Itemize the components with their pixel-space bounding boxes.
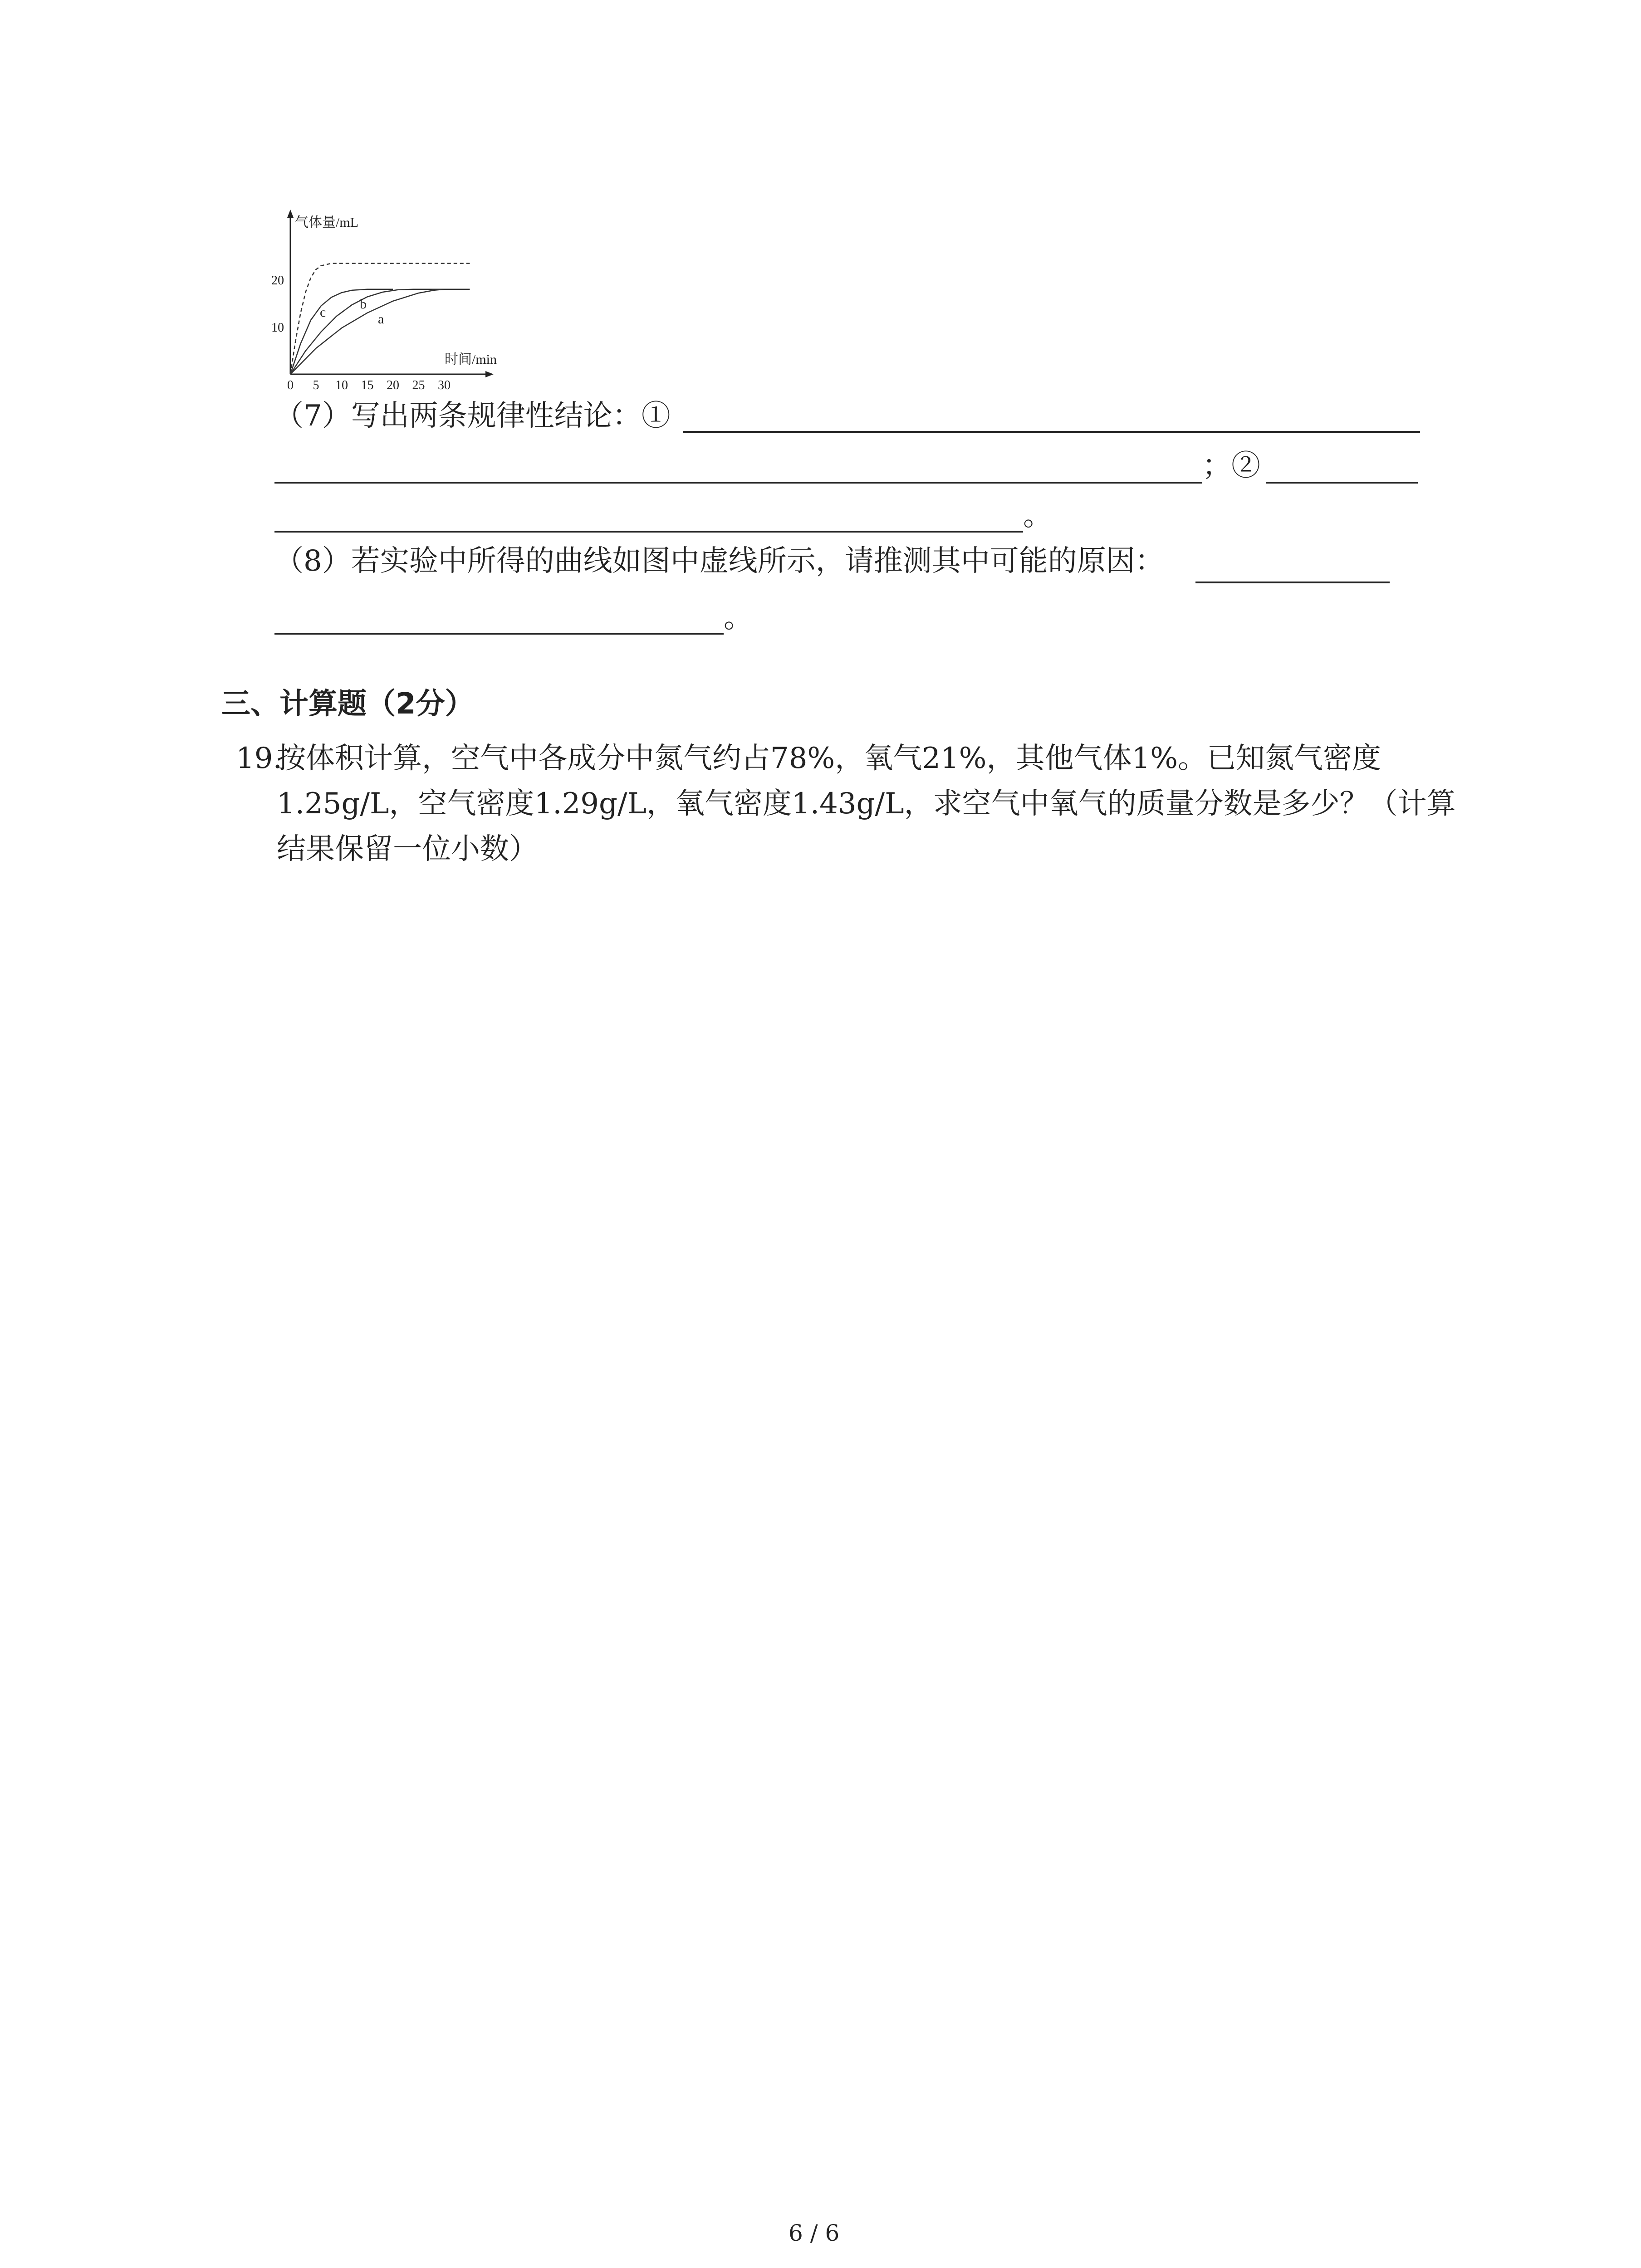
q7-answer-blank-1a[interactable] <box>683 431 1420 433</box>
q19-number: 19. <box>236 742 282 775</box>
y-tick-labels <box>271 274 284 335</box>
y-axis-label: 气体量/mL <box>295 215 358 230</box>
q19-line-2: 1.25g/L，空气密度1.29g/L，氧气密度1.43g/L，求空气中氧气的质量分数是多少？（计算 <box>277 787 1456 821</box>
gas-volume-chart <box>254 200 535 390</box>
q19-line-3: 结果保留一位小数） <box>277 832 538 866</box>
q8-answer-blank-b[interactable] <box>274 633 724 635</box>
q7-answer-blank-2b[interactable] <box>274 531 1023 533</box>
y-tick-10: 10 <box>271 321 284 335</box>
x-tick-15: 15 <box>361 378 374 390</box>
series-line-b <box>290 289 444 374</box>
q8-end: 。 <box>724 601 753 635</box>
page-number: 6 / 6 <box>789 2220 840 2246</box>
q7-text: （7）写出两条规律性结论：① <box>274 399 671 433</box>
x-axis-label: 时间/min <box>445 352 497 367</box>
x-tick-20: 20 <box>387 378 399 390</box>
q8-answer-blank-a[interactable] <box>1195 582 1390 583</box>
series-line-c <box>290 289 393 374</box>
x-tick-30: 30 <box>438 378 451 390</box>
q8-text: （8）若实验中所得的曲线如图中虚线所示，请推测其中可能的原因： <box>274 544 1164 578</box>
q7-answer-blank-1b[interactable] <box>274 482 1202 484</box>
x-tick-labels <box>287 378 451 390</box>
series-label-a: a <box>378 312 384 327</box>
x-tick-5: 5 <box>313 378 319 390</box>
series-label-b: b <box>360 297 367 312</box>
q7-answer-blank-2a[interactable] <box>1266 482 1418 484</box>
x-tick-25: 25 <box>412 378 425 390</box>
x-tick-10: 10 <box>335 378 348 390</box>
section-3-title: 三、计算题（2分） <box>221 687 474 721</box>
x-tick-0: 0 <box>287 378 294 390</box>
q7-separator: ；② <box>1202 449 1260 483</box>
series-label-c: c <box>320 305 326 320</box>
y-tick-20: 20 <box>271 274 284 288</box>
q19-line-1: 按体积计算，空气中各成分中氮气约占78%，氧气21%，其他气体1%。已知氮气密度 <box>277 742 1381 775</box>
series-line-a <box>290 289 470 374</box>
q7-end: 。 <box>1023 499 1052 533</box>
